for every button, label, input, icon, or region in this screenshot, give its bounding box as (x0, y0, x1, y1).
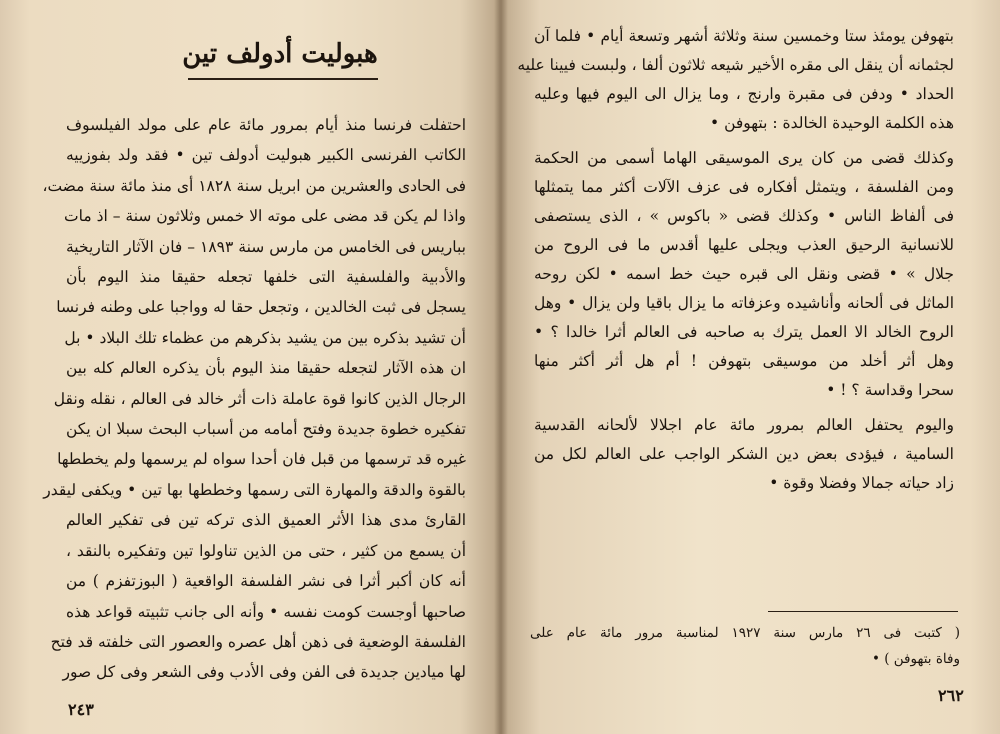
text-line: سحرا وقداسة ؟ ! • (826, 381, 954, 399)
text-line: يسجل فى ثبت الخالدين ، وتجعل حقا له وواجبا على وطنه فرنسا (56, 298, 466, 317)
text-line: أن تشيد بذكره بين من يشيد بذكرهم من عظماء تلك البلاد • بل (64, 328, 466, 347)
text-line: تفكيره خطوة جديدة وفتح أمامه من أسباب البحث سبلا ان يكن (66, 420, 466, 439)
paragraph (534, 144, 954, 405)
right-page (500, 0, 1000, 734)
book-gutter (494, 0, 508, 734)
text-line: للانسانية الرحيق العذب ويجلى عليها أقدس ما فى الروح من (534, 236, 954, 254)
text-line: أنه كان أكبر أثرا فى نشر الفلسفة الواقعية ( البوزتفزم ) من (66, 572, 466, 591)
text-line: بباريس فى الخامس من مارس سنة ١٨٩٣ – فان الآثار التاريخية (66, 237, 466, 256)
text-line: السامية ، فيؤدى بعض دين الشكر الواجب على العالم لكل من (534, 445, 954, 463)
paragraph (517, 22, 954, 138)
text-line: فى الحادى والعشرين من ابريل سنة ١٨٢٨ أى منذ مائة سنة مضت، (42, 176, 466, 195)
text-line: بالقوة والدقة والمهارة التى رسمها وخططها بها تين • ويكفى ليقدر (43, 480, 466, 499)
text-line: غيره قد ترسمها من قبل فان أحدا سواه لم يرسمها ولم يخططها (57, 450, 466, 469)
text-line: لجثمانه أن ينقل الى مقره الأخير شيعه ثلاثون ألفا ، ولبست فيينا عليه (517, 56, 954, 74)
text-line: ومن الفلسفة ، ويتمثل أفكاره فى عزف الآلات أكثر مما يتمثلها (534, 178, 954, 196)
text-line: وفاة بتهوفن ) • (871, 651, 960, 667)
text-line: واذا لم يكن قد مضى على موته الا خمس وثلاثون سنة – اذ مات (64, 207, 466, 226)
text-line: والأدبية والفلسفية التى خلفها تجعله حقيقا منذ اليوم بأن (66, 268, 466, 287)
text-line: ( كتبت فى ٢٦ مارس سنة ١٩٢٧ لمناسبة مرور مائة عام على (530, 625, 960, 641)
paragraph (534, 411, 954, 498)
text-line: هذه الكلمة الوحيدة الخالدة : بتهوفن • (710, 114, 954, 132)
text-line: احتفلت فرنسا منذ أيام بمرور مائة عام على مولد الفيلسوف (66, 116, 466, 134)
text-line: القارئ مدى هذا الأثر العميق الذى تركه تين فى تفكير العالم (66, 511, 466, 530)
text-line: جلال » • قضى ونقل الى قبره حيث خط اسمه • لكن روحه (534, 265, 954, 283)
text-line: لها ميادين جديدة فى الفن وفى الأدب وفى الشعر وفى كل صور (62, 663, 466, 682)
text-line: وكذلك قضى من كان يرى الموسيقى الهاما أسمى من الحكمة (534, 149, 954, 167)
text-line: صاحبها أوجست كومت نفسه • وأنه الى جانب تثبيته قواعد هذه (66, 602, 466, 621)
text-line: الكاتب الفرنسى الكبير هبوليت أدولف تين • فقد ولد بفوزييه (66, 146, 466, 165)
text-line: وهل أثر أخلد من موسيقى بتهوفن ! أم هل أثر أكثر منها (534, 352, 954, 370)
text-line: أن يسمع من كثير ، حتى من الذين تناولوا تين وتفكيره بالنقد ، (66, 541, 466, 560)
left-page-body (42, 110, 466, 688)
text-line: ان هذه الآثار لتجعله حقيقا منذ اليوم بأن يذكره العالم كله بين (66, 359, 466, 378)
right-page-number: ٢٦٢ (938, 686, 964, 705)
footnote (530, 620, 960, 672)
text-line: الماثل فى ألحانه وأناشيده وعزفاته ما يزال باقيا ولن يزال • وهل (534, 294, 954, 312)
text-line: الفلسفة الوضعية فى ذهن أهل عصره والعصور التى خلفته قد فتح (50, 632, 466, 651)
text-line: زاد حياته جمالا وفضلا وقوة • (769, 474, 954, 492)
footnote-separator (768, 611, 958, 612)
text-line: واليوم يحتفل العالم بمرور مائة عام اجلالا لألحانه القدسية (534, 416, 954, 434)
text-line: بتهوفن يومئذ ستا وخمسين سنة وثلاثة أشهر وتسعة أيام • فلما آن (534, 27, 954, 45)
right-page-body (517, 22, 954, 498)
text-line: الحداد • ودفن فى مقبرة وارنج ، وما يزال الى اليوم فيها وعليه (534, 85, 954, 103)
title-underline (188, 78, 378, 80)
text-line: فى ألفاظ الناس • وكذلك قضى « باكوس » ، الذى يستصفى (534, 207, 954, 225)
chapter-title: هبوليت أدولف تين (182, 39, 378, 69)
text-line: الرجال الذين كانوا قوة عاملة ذات أثر خالد فى العالم ، نقله ونقل (53, 389, 466, 408)
left-page-number: ٢٤٣ (68, 700, 94, 719)
text-line: الروح الخالد الا العمل يترك به صاحبه فى العالم أثرا خالدا ؟ • (534, 323, 954, 341)
